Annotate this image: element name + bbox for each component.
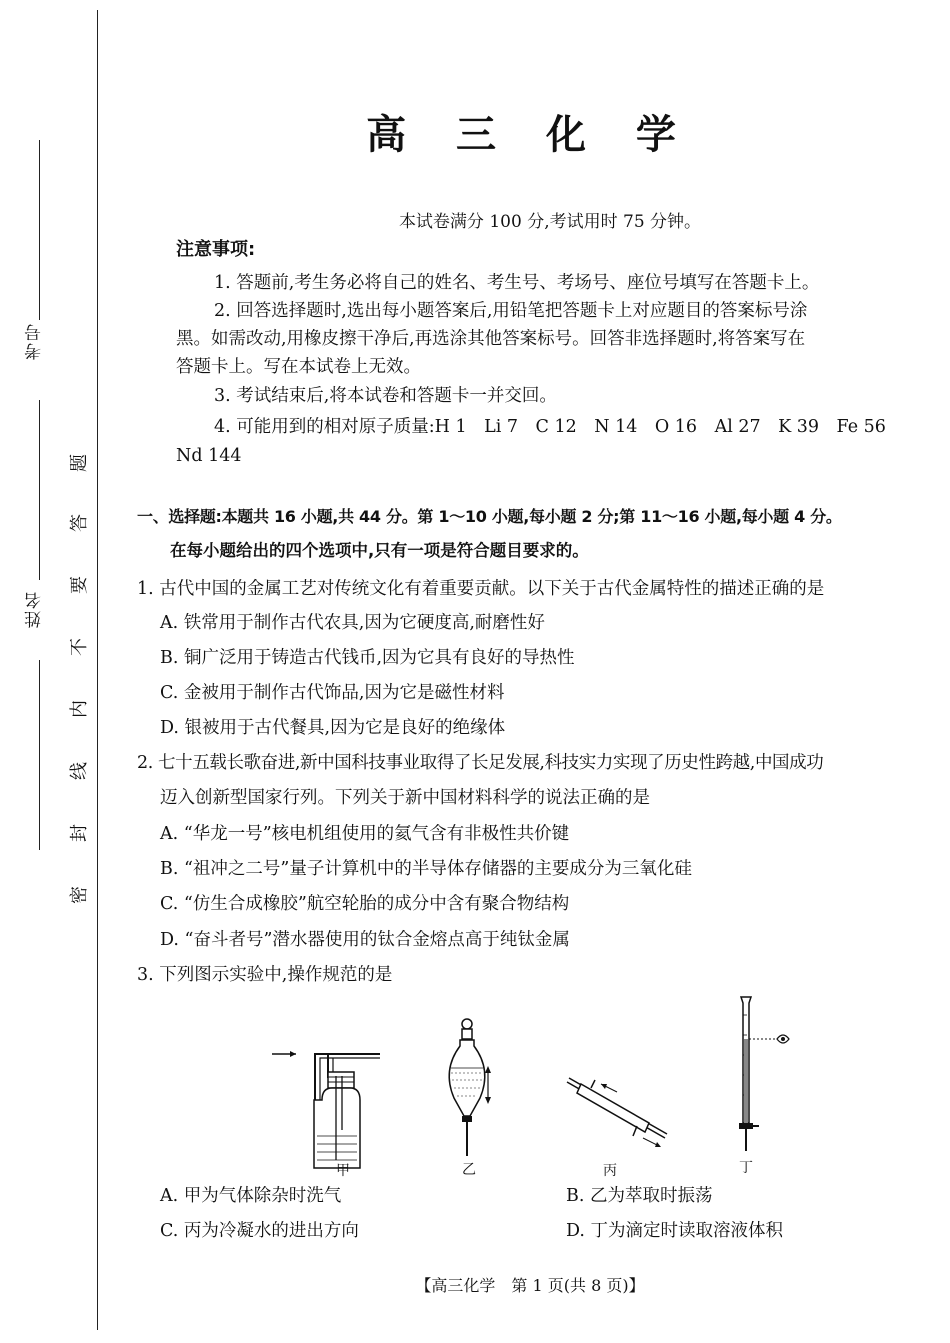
notice-item-4: 4. 可能用到的相对原子质量:H 1 Li 7 C 12 N 14 O 16 Al 27 K 39 Fe 56	[214, 417, 886, 437]
question-3-option-c: C. 丙为冷凝水的进出方向	[160, 1221, 359, 1241]
exam-no-underline	[39, 140, 40, 320]
separatory-funnel-icon	[440, 1018, 500, 1163]
question-1-option-d: D. 银被用于古代餐具,因为它是良好的绝缘体	[160, 718, 506, 738]
question-2-option-b: B. “祖冲之二号”量子计算机中的半导体存储器的主要成分为三氧化硅	[160, 859, 692, 879]
question-3-option-b: B. 乙为萃取时振荡	[566, 1186, 713, 1206]
page-footer: 【高三化学 第 1 页(共 8 页)】	[415, 1276, 645, 1295]
question-1-option-c: C. 金被用于制作古代饰品,因为它是磁性材料	[160, 683, 505, 703]
seal-char: 密	[69, 886, 90, 904]
binding-margin	[0, 0, 110, 1343]
question-3-stem: 3. 下列图示实验中,操作规范的是	[137, 965, 393, 985]
page-title: 高 三 化 学	[366, 112, 694, 158]
figure-gas-washing-bottle	[270, 1040, 390, 1179]
question-3-option-a: A. 甲为气体除杂时洗气	[160, 1186, 342, 1206]
seal-char: 内	[69, 700, 90, 718]
figure-label: 丙	[603, 1163, 617, 1179]
question-1-option-a: A. 铁常用于制作古代农具,因为它硬度高,耐磨性好	[160, 613, 545, 633]
figure-condenser	[565, 1070, 675, 1180]
figure-burette	[725, 995, 805, 1175]
exam-subtitle: 本试卷满分 100 分,考试用时 75 分钟。	[398, 212, 702, 232]
notice-item-2-cont: 黑。如需改动,用橡皮擦干净后,再选涂其他答案标号。回答非选择题时,将答案写在	[176, 329, 806, 349]
question-2-stem-cont: 迈入创新型国家行列。下列关于新中国材料科学的说法正确的是	[160, 788, 650, 808]
question-2-stem: 2. 七十五载长歌奋进,新中国科技事业取得了长足发展,科技实力实现了历史性跨越,中国成功	[137, 753, 824, 773]
name-underline	[39, 400, 40, 580]
figure-label: 甲	[336, 1163, 350, 1179]
question-2-option-c: C. “仿生合成橡胶”航空轮胎的成分中含有聚合物结构	[160, 894, 570, 914]
question-1-option-b: B. 铜广泛用于铸造古代钱币,因为它具有良好的导热性	[160, 648, 575, 668]
seal-char: 题	[69, 454, 90, 472]
notice-item-1: 1. 答题前,考生务必将自己的姓名、考生号、考场号、座位号填写在答题卡上。	[214, 273, 820, 293]
seal-char: 线	[69, 762, 90, 780]
notice-item-2: 2. 回答选择题时,选出每小题答案后,用铅笔把答题卡上对应题目的答案标号涂	[214, 301, 808, 321]
seal-char: 答	[69, 514, 90, 532]
question-1-stem: 1. 古代中国的金属工艺对传统文化有着重要贡献。以下关于古代金属特性的描述正确的是	[137, 579, 825, 599]
binding-line-outer	[97, 10, 98, 1330]
notice-item-2-cont: 答题卡上。写在本试卷上无效。	[176, 357, 421, 377]
seal-char: 要	[69, 576, 90, 594]
notice-item-4-cont: Nd 144	[176, 446, 242, 466]
question-2-option-d: D. “奋斗者号”潜水器使用的钛合金熔点高于纯钛金属	[160, 930, 570, 950]
section-heading: 一、选择题:本题共 16 小题,共 44 分。第 1～10 小题,每小题 2 分;第 11～16 小题,每小题 4 分。	[137, 507, 842, 526]
figure-separatory-funnel	[440, 1018, 500, 1178]
name-label: 姓名	[25, 590, 45, 628]
seal-char: 封	[69, 824, 90, 842]
figure-label: 乙	[462, 1162, 476, 1178]
figure-label: 丁	[739, 1160, 753, 1176]
seal-char: 不	[69, 638, 90, 656]
notice-heading: 注意事项:	[176, 239, 256, 260]
burette-icon	[725, 995, 805, 1155]
extra-underline	[39, 660, 40, 850]
question-2-option-a: A. “华龙一号”核电机组使用的氦气含有非极性共价键	[160, 824, 570, 844]
question-3-option-d: D. 丁为滴定时读取溶液体积	[566, 1221, 784, 1241]
exam-no-label: 考号	[25, 322, 45, 360]
gas-washing-bottle-icon	[270, 1040, 390, 1175]
notice-item-3: 3. 考试结束后,将本试卷和答题卡一并交回。	[214, 386, 557, 406]
condenser-icon	[565, 1070, 675, 1150]
section-heading-cont: 在每小题给出的四个选项中,只有一项是符合题目要求的。	[170, 541, 589, 560]
